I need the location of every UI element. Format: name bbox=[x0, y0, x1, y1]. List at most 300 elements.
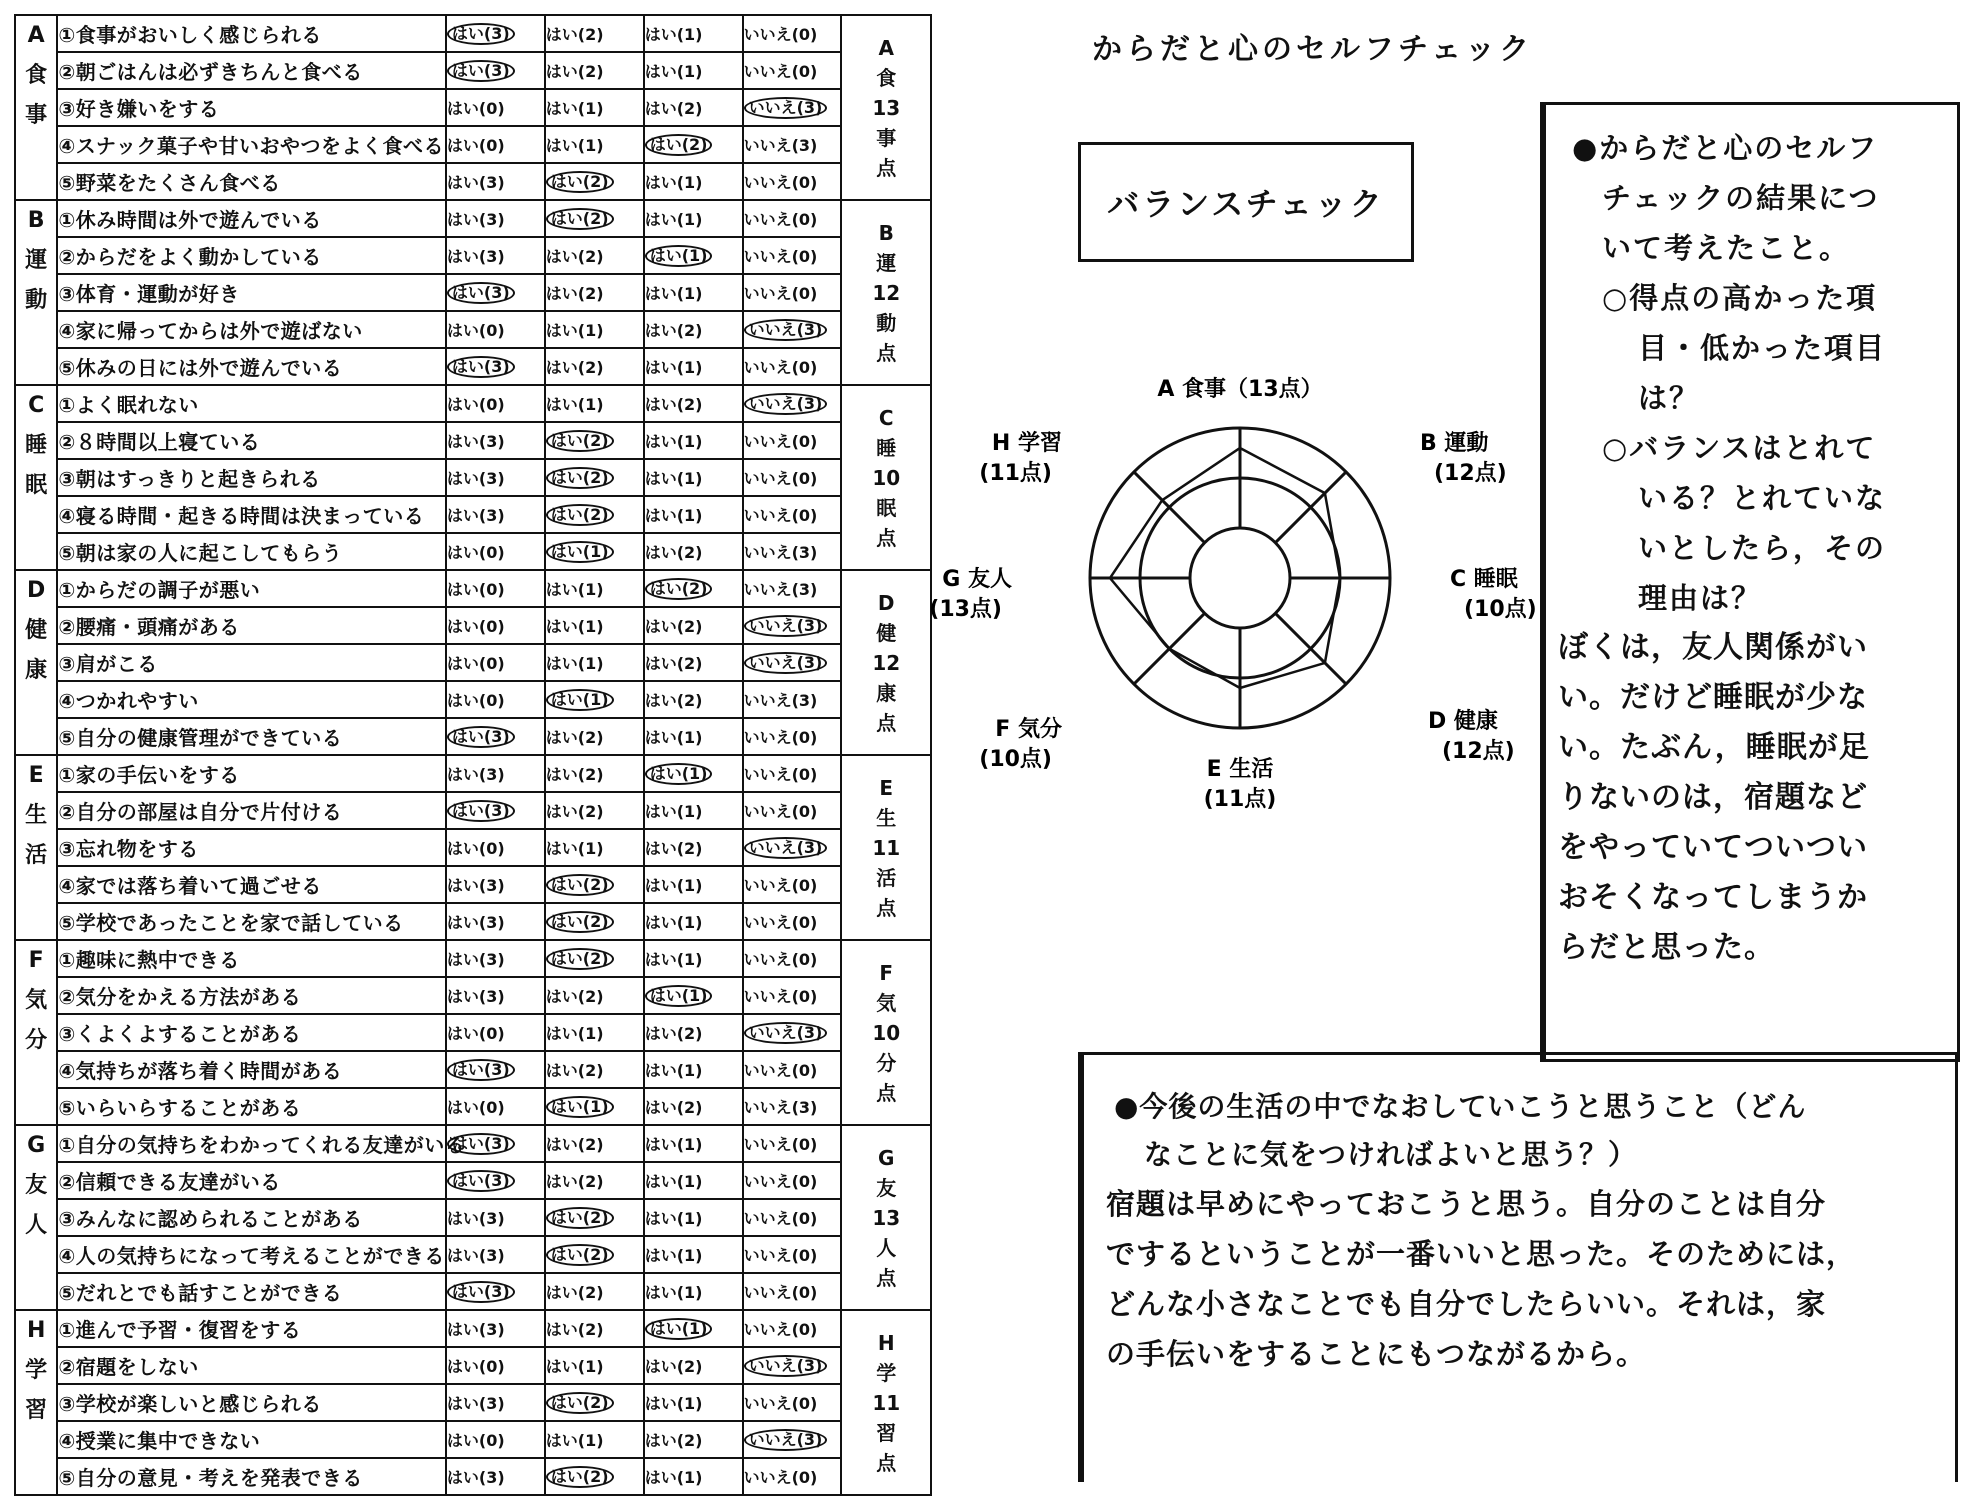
answer-option[interactable] bbox=[644, 681, 743, 718]
answer-label: はい(3) bbox=[446, 987, 505, 1006]
checklist-row bbox=[15, 459, 931, 496]
checklist-row bbox=[15, 237, 931, 274]
answer-option[interactable] bbox=[545, 1421, 644, 1458]
radar-axis-label: F 気分 bbox=[995, 717, 1062, 742]
score-number: 12 bbox=[872, 280, 901, 305]
question-text: ③体育・運動が好き bbox=[57, 274, 446, 311]
answer-option[interactable] bbox=[743, 607, 842, 644]
score-number: 13 bbox=[872, 1205, 901, 1230]
answer-option[interactable] bbox=[446, 681, 545, 718]
checklist-row bbox=[15, 311, 931, 348]
answer-option[interactable] bbox=[743, 1051, 842, 1088]
score-name: 友 bbox=[876, 1175, 897, 1200]
category-score bbox=[841, 1310, 931, 1495]
answer-option[interactable] bbox=[446, 607, 545, 644]
answer-option[interactable] bbox=[644, 385, 743, 422]
answer-option[interactable] bbox=[545, 1125, 644, 1162]
answer-option[interactable] bbox=[446, 903, 545, 940]
answer-option[interactable] bbox=[545, 533, 644, 570]
answer-option[interactable] bbox=[743, 385, 842, 422]
answer-option[interactable] bbox=[545, 1162, 644, 1199]
answer-option[interactable] bbox=[743, 1421, 842, 1458]
reflection-box bbox=[1540, 102, 1960, 1062]
question-text: ①食事がおいしく感じられる bbox=[57, 15, 446, 52]
category-label-char: A bbox=[27, 23, 45, 48]
answer-option[interactable] bbox=[644, 1347, 743, 1384]
answer-option[interactable] bbox=[743, 1088, 842, 1125]
answer-option[interactable] bbox=[446, 644, 545, 681]
answer-label: いいえ(0) bbox=[743, 506, 818, 525]
answer-option[interactable] bbox=[743, 496, 842, 533]
category-label-char: 食 bbox=[25, 63, 48, 88]
answer-option[interactable] bbox=[446, 15, 545, 52]
answer-option[interactable] bbox=[644, 311, 743, 348]
answer-option[interactable] bbox=[446, 311, 545, 348]
answer-option[interactable] bbox=[545, 1014, 644, 1051]
answer-option[interactable] bbox=[446, 496, 545, 533]
category-label bbox=[15, 755, 57, 940]
checklist-row bbox=[15, 1384, 931, 1421]
selected-answer: はい(2) bbox=[546, 1244, 614, 1266]
radar-axis-score: (12点) bbox=[1442, 739, 1515, 764]
answer-option[interactable] bbox=[644, 348, 743, 385]
answer-option[interactable] bbox=[446, 1310, 545, 1347]
answer-option[interactable] bbox=[644, 163, 743, 200]
answer-option[interactable] bbox=[545, 311, 644, 348]
answer-option[interactable] bbox=[644, 274, 743, 311]
answer-label: はい(0) bbox=[446, 654, 505, 673]
answer-option[interactable] bbox=[446, 237, 545, 274]
answer-label: はい(1) bbox=[644, 1135, 703, 1154]
answer-label: はい(2) bbox=[644, 1098, 703, 1117]
answer-label: いいえ(3) bbox=[743, 1098, 818, 1117]
answer-option[interactable] bbox=[743, 126, 842, 163]
answer-option[interactable] bbox=[644, 1014, 743, 1051]
answer-label: はい(3) bbox=[446, 247, 505, 266]
answer-option[interactable] bbox=[644, 829, 743, 866]
question-text: ⑤だれとでも話すことができる bbox=[57, 1273, 446, 1310]
answer-option[interactable] bbox=[743, 274, 842, 311]
checklist-row bbox=[15, 681, 931, 718]
answer-option[interactable] bbox=[743, 311, 842, 348]
category-label bbox=[15, 1310, 57, 1495]
question-text: ⑤自分の意見・考えを発表できる bbox=[57, 1458, 446, 1495]
score-letter: C bbox=[878, 405, 894, 430]
selected-answer: いいえ(3) bbox=[744, 97, 828, 119]
answer-option[interactable] bbox=[446, 1347, 545, 1384]
answer-option[interactable] bbox=[743, 1162, 842, 1199]
answer-option[interactable] bbox=[644, 533, 743, 570]
answer-option[interactable] bbox=[545, 422, 644, 459]
category-label-char: 友 bbox=[25, 1173, 48, 1198]
answer-option[interactable] bbox=[743, 1310, 842, 1347]
answer-option[interactable] bbox=[545, 459, 644, 496]
answer-option[interactable] bbox=[644, 1421, 743, 1458]
answer-option[interactable] bbox=[743, 977, 842, 1014]
answer-option[interactable] bbox=[446, 570, 545, 607]
answer-option[interactable] bbox=[446, 940, 545, 977]
answer-option[interactable] bbox=[446, 866, 545, 903]
answer-option[interactable] bbox=[545, 126, 644, 163]
answer-option[interactable] bbox=[545, 15, 644, 52]
score-number: 10 bbox=[872, 1020, 901, 1045]
answer-option[interactable] bbox=[446, 274, 545, 311]
category-label bbox=[15, 385, 57, 570]
answer-option[interactable] bbox=[446, 89, 545, 126]
answer-option[interactable] bbox=[446, 792, 545, 829]
answer-option[interactable] bbox=[644, 755, 743, 792]
answer-option[interactable] bbox=[446, 348, 545, 385]
answer-label: はい(3) bbox=[446, 765, 505, 784]
answer-label: はい(2) bbox=[644, 691, 703, 710]
answer-label: いいえ(0) bbox=[743, 210, 818, 229]
answer-option[interactable] bbox=[545, 89, 644, 126]
selected-answer: いいえ(3) bbox=[744, 1355, 828, 1377]
selected-answer: はい(2) bbox=[546, 467, 614, 489]
reflection-prompt: いる？とれていな bbox=[1638, 481, 1887, 515]
answer-option[interactable] bbox=[545, 792, 644, 829]
answer-option[interactable] bbox=[644, 459, 743, 496]
answer-option[interactable] bbox=[545, 385, 644, 422]
answer-option[interactable] bbox=[644, 126, 743, 163]
answer-option[interactable] bbox=[743, 1273, 842, 1310]
answer-option[interactable] bbox=[545, 940, 644, 977]
answer-option[interactable] bbox=[446, 422, 545, 459]
answer-option[interactable] bbox=[644, 1273, 743, 1310]
answer-label: はい(2) bbox=[545, 358, 604, 377]
answer-option[interactable] bbox=[644, 1162, 743, 1199]
answer-option[interactable] bbox=[644, 644, 743, 681]
question-text: ①自分の気持ちをわかってくれる友達がいる bbox=[57, 1125, 446, 1162]
answer-option[interactable] bbox=[545, 755, 644, 792]
answer-option[interactable] bbox=[446, 1014, 545, 1051]
answer-option[interactable] bbox=[446, 163, 545, 200]
answer-label: いいえ(0) bbox=[743, 358, 818, 377]
answer-option[interactable] bbox=[446, 1236, 545, 1273]
answer-option[interactable] bbox=[545, 1273, 644, 1310]
radar-axis-label: E 生活 bbox=[1206, 757, 1274, 782]
answer-option[interactable] bbox=[743, 237, 842, 274]
answer-option[interactable] bbox=[446, 1273, 545, 1310]
answer-option[interactable] bbox=[545, 570, 644, 607]
answer-option[interactable] bbox=[644, 1236, 743, 1273]
score-letter: E bbox=[879, 775, 894, 800]
checklist-row bbox=[15, 348, 931, 385]
answer-option[interactable] bbox=[743, 903, 842, 940]
self-check-table bbox=[14, 14, 932, 1496]
answer-label: いいえ(0) bbox=[743, 1394, 818, 1413]
answer-option[interactable] bbox=[644, 866, 743, 903]
answer-option[interactable] bbox=[743, 1384, 842, 1421]
answer-option[interactable] bbox=[644, 903, 743, 940]
answer-option[interactable] bbox=[644, 237, 743, 274]
question-text: ②からだをよく動かしている bbox=[57, 237, 446, 274]
answer-option[interactable] bbox=[446, 385, 545, 422]
answer-option[interactable] bbox=[644, 1199, 743, 1236]
future-answer: 宿題は早めにやっておこうと思う。自分のことは自分 bbox=[1106, 1187, 1827, 1221]
future-answer: でするということが一番いいと思った。そのためには， bbox=[1106, 1237, 1857, 1271]
score-name: 気 bbox=[876, 990, 897, 1015]
answer-option[interactable] bbox=[446, 1162, 545, 1199]
answer-option[interactable] bbox=[743, 792, 842, 829]
category-label-char: F bbox=[28, 948, 44, 973]
answer-label: はい(2) bbox=[644, 395, 703, 414]
selected-answer: いいえ(3) bbox=[744, 319, 828, 341]
answer-option[interactable] bbox=[743, 1199, 842, 1236]
score-number: 12 bbox=[872, 650, 901, 675]
answer-option[interactable] bbox=[446, 459, 545, 496]
score-number: 11 bbox=[872, 835, 901, 860]
answer-label: いいえ(0) bbox=[743, 728, 818, 747]
answer-option[interactable] bbox=[644, 940, 743, 977]
answer-option[interactable] bbox=[743, 644, 842, 681]
answer-option[interactable] bbox=[545, 681, 644, 718]
answer-label: はい(2) bbox=[644, 99, 703, 118]
answer-label: はい(2) bbox=[644, 617, 703, 636]
score-unit: 点 bbox=[876, 1265, 897, 1290]
answer-option[interactable] bbox=[644, 718, 743, 755]
question-text: ①よく眠れない bbox=[57, 385, 446, 422]
category-label-char: D bbox=[27, 578, 46, 603]
selected-answer: はい(2) bbox=[546, 208, 614, 230]
answer-label: はい(2) bbox=[545, 247, 604, 266]
radar-axis-score: (10点) bbox=[979, 747, 1052, 772]
radar-axis-score: (13点) bbox=[929, 597, 1002, 622]
checklist-row bbox=[15, 1125, 931, 1162]
answer-option[interactable] bbox=[545, 829, 644, 866]
answer-option[interactable] bbox=[446, 1199, 545, 1236]
answer-label: いいえ(0) bbox=[743, 432, 818, 451]
answer-option[interactable] bbox=[743, 52, 842, 89]
selected-answer: はい(2) bbox=[546, 1207, 614, 1229]
answer-option[interactable] bbox=[644, 1088, 743, 1125]
checklist-row bbox=[15, 1162, 931, 1199]
selected-answer: はい(1) bbox=[645, 1318, 713, 1340]
answer-option[interactable] bbox=[743, 348, 842, 385]
answer-option[interactable] bbox=[446, 1421, 545, 1458]
reflection-answer: らだと思った。 bbox=[1558, 930, 1775, 965]
answer-label: はい(0) bbox=[446, 617, 505, 636]
radar-axis bbox=[1275, 472, 1346, 543]
answer-option[interactable] bbox=[743, 866, 842, 903]
question-text: ④家では落ち着いて過ごせる bbox=[57, 866, 446, 903]
score-letter: A bbox=[878, 35, 894, 60]
answer-option[interactable] bbox=[545, 1051, 644, 1088]
answer-option[interactable] bbox=[545, 903, 644, 940]
answer-option[interactable] bbox=[545, 496, 644, 533]
radar-axis-label: D 健康 bbox=[1428, 709, 1498, 734]
checklist-row bbox=[15, 940, 931, 977]
answer-label: はい(2) bbox=[545, 765, 604, 784]
answer-option[interactable] bbox=[446, 1458, 545, 1495]
answer-label: はい(3) bbox=[446, 210, 505, 229]
answer-option[interactable] bbox=[545, 1347, 644, 1384]
answer-label: はい(1) bbox=[545, 321, 604, 340]
question-text: ②腰痛・頭痛がある bbox=[57, 607, 446, 644]
answer-option[interactable] bbox=[545, 200, 644, 237]
answer-label: はい(3) bbox=[446, 173, 505, 192]
answer-option[interactable] bbox=[545, 1088, 644, 1125]
question-text: ③朝はすっきりと起きられる bbox=[57, 459, 446, 496]
answer-option[interactable] bbox=[545, 1384, 644, 1421]
selected-answer: はい(2) bbox=[546, 430, 614, 452]
answer-option[interactable] bbox=[446, 1384, 545, 1421]
answer-option[interactable] bbox=[545, 977, 644, 1014]
answer-option[interactable] bbox=[743, 1236, 842, 1273]
answer-option[interactable] bbox=[644, 15, 743, 52]
answer-option[interactable] bbox=[743, 15, 842, 52]
answer-option[interactable] bbox=[446, 755, 545, 792]
checklist-row bbox=[15, 829, 931, 866]
answer-option[interactable] bbox=[743, 1347, 842, 1384]
answer-option[interactable] bbox=[545, 163, 644, 200]
reflection-question: いて考えたこと。 bbox=[1602, 231, 1851, 265]
category-label-char: 動 bbox=[25, 288, 48, 313]
answer-option[interactable] bbox=[545, 52, 644, 89]
category-label bbox=[15, 940, 57, 1125]
balance-check-title: バランスチェック bbox=[1107, 185, 1385, 223]
answer-label: はい(3) bbox=[446, 1209, 505, 1228]
answer-option[interactable] bbox=[644, 52, 743, 89]
answer-option[interactable] bbox=[446, 126, 545, 163]
category-label-char: 康 bbox=[25, 658, 48, 683]
score-unit: 点 bbox=[876, 710, 897, 735]
checklist-row bbox=[15, 1273, 931, 1310]
answer-label: はい(0) bbox=[446, 1431, 505, 1450]
category-label-char: G bbox=[27, 1133, 46, 1158]
score-name: 分 bbox=[876, 1050, 897, 1075]
question-text: ②宿題をしない bbox=[57, 1347, 446, 1384]
checklist-row bbox=[15, 385, 931, 422]
selected-answer: はい(1) bbox=[645, 245, 713, 267]
answer-option[interactable] bbox=[446, 533, 545, 570]
answer-option[interactable] bbox=[743, 1458, 842, 1495]
answer-option[interactable] bbox=[644, 977, 743, 1014]
answer-option[interactable] bbox=[743, 89, 842, 126]
answer-option[interactable] bbox=[545, 644, 644, 681]
answer-option[interactable] bbox=[644, 496, 743, 533]
answer-option[interactable] bbox=[743, 681, 842, 718]
category-score bbox=[841, 385, 931, 570]
question-text: ⑤自分の健康管理ができている bbox=[57, 718, 446, 755]
answer-label: はい(2) bbox=[644, 1024, 703, 1043]
answer-label: はい(1) bbox=[545, 1357, 604, 1376]
answer-option[interactable] bbox=[743, 533, 842, 570]
answer-option[interactable] bbox=[743, 718, 842, 755]
answer-option[interactable] bbox=[446, 200, 545, 237]
answer-option[interactable] bbox=[446, 1088, 545, 1125]
selected-answer: はい(2) bbox=[546, 911, 614, 933]
answer-option[interactable] bbox=[644, 1384, 743, 1421]
future-answer: の手伝いをすることにもつながるから。 bbox=[1106, 1337, 1647, 1371]
answer-label: はい(1) bbox=[545, 1431, 604, 1450]
answer-label: いいえ(0) bbox=[743, 247, 818, 266]
category-label-char: H bbox=[26, 1318, 46, 1343]
answer-option[interactable] bbox=[446, 977, 545, 1014]
radar-ring bbox=[1190, 528, 1290, 628]
answer-option[interactable] bbox=[743, 829, 842, 866]
answer-option[interactable] bbox=[644, 1310, 743, 1347]
answer-label: いいえ(0) bbox=[743, 1061, 818, 1080]
answer-option[interactable] bbox=[644, 200, 743, 237]
answer-option[interactable] bbox=[545, 274, 644, 311]
answer-option[interactable] bbox=[545, 866, 644, 903]
answer-option[interactable] bbox=[644, 570, 743, 607]
answer-option[interactable] bbox=[743, 459, 842, 496]
answer-option[interactable] bbox=[644, 792, 743, 829]
answer-option[interactable] bbox=[644, 1125, 743, 1162]
answer-option[interactable] bbox=[545, 348, 644, 385]
answer-option[interactable] bbox=[644, 1458, 743, 1495]
answer-option[interactable] bbox=[743, 570, 842, 607]
question-text: ③学校が楽しいと感じられる bbox=[57, 1384, 446, 1421]
answer-option[interactable] bbox=[644, 422, 743, 459]
checklist-row bbox=[15, 718, 931, 755]
answer-option[interactable] bbox=[644, 607, 743, 644]
answer-option[interactable] bbox=[743, 940, 842, 977]
answer-option[interactable] bbox=[446, 52, 545, 89]
radar-chart bbox=[929, 368, 1550, 848]
answer-label: はい(0) bbox=[446, 1024, 505, 1043]
answer-option[interactable] bbox=[545, 1236, 644, 1273]
answer-label: はい(0) bbox=[446, 543, 505, 562]
selected-answer: はい(1) bbox=[546, 1096, 614, 1118]
answer-label: はい(1) bbox=[644, 432, 703, 451]
answer-option[interactable] bbox=[743, 1125, 842, 1162]
answer-option[interactable] bbox=[743, 163, 842, 200]
answer-label: いいえ(0) bbox=[743, 173, 818, 192]
category-label-char: 活 bbox=[25, 843, 48, 868]
category-label-char: E bbox=[28, 763, 44, 788]
answer-option[interactable] bbox=[743, 422, 842, 459]
answer-label: はい(2) bbox=[545, 987, 604, 1006]
answer-label: はい(1) bbox=[545, 395, 604, 414]
answer-option[interactable] bbox=[743, 755, 842, 792]
answer-option[interactable] bbox=[545, 1199, 644, 1236]
selected-answer: はい(3) bbox=[447, 1059, 515, 1081]
checklist-row bbox=[15, 1014, 931, 1051]
answer-option[interactable] bbox=[743, 200, 842, 237]
radar-axis-label: G 友人 bbox=[942, 567, 1012, 592]
score-unit: 点 bbox=[876, 1450, 897, 1475]
selected-answer: はい(3) bbox=[447, 1133, 515, 1155]
answer-label: はい(2) bbox=[644, 1431, 703, 1450]
question-text: ④つかれやすい bbox=[57, 681, 446, 718]
answer-option[interactable] bbox=[446, 829, 545, 866]
answer-option[interactable] bbox=[644, 89, 743, 126]
score-unit: 点 bbox=[876, 340, 897, 365]
question-text: ⑤学校であったことを家で話している bbox=[57, 903, 446, 940]
answer-option[interactable] bbox=[446, 718, 545, 755]
answer-option[interactable] bbox=[545, 1458, 644, 1495]
answer-label: はい(1) bbox=[644, 1172, 703, 1191]
question-text: ②気分をかえる方法がある bbox=[57, 977, 446, 1014]
reflection-prompt: ○バランスはとれて bbox=[1602, 431, 1877, 465]
answer-label: いいえ(0) bbox=[743, 802, 818, 821]
answer-option[interactable] bbox=[644, 1051, 743, 1088]
answer-option[interactable] bbox=[743, 1014, 842, 1051]
answer-option[interactable] bbox=[446, 1051, 545, 1088]
answer-option[interactable] bbox=[545, 237, 644, 274]
answer-option[interactable] bbox=[545, 1310, 644, 1347]
answer-option[interactable] bbox=[545, 718, 644, 755]
answer-label: はい(2) bbox=[644, 839, 703, 858]
category-label-char: 学 bbox=[25, 1358, 48, 1383]
answer-label: はい(0) bbox=[446, 839, 505, 858]
answer-option[interactable] bbox=[545, 607, 644, 644]
answer-label: いいえ(0) bbox=[743, 1320, 818, 1339]
answer-label: いいえ(3) bbox=[743, 580, 818, 599]
